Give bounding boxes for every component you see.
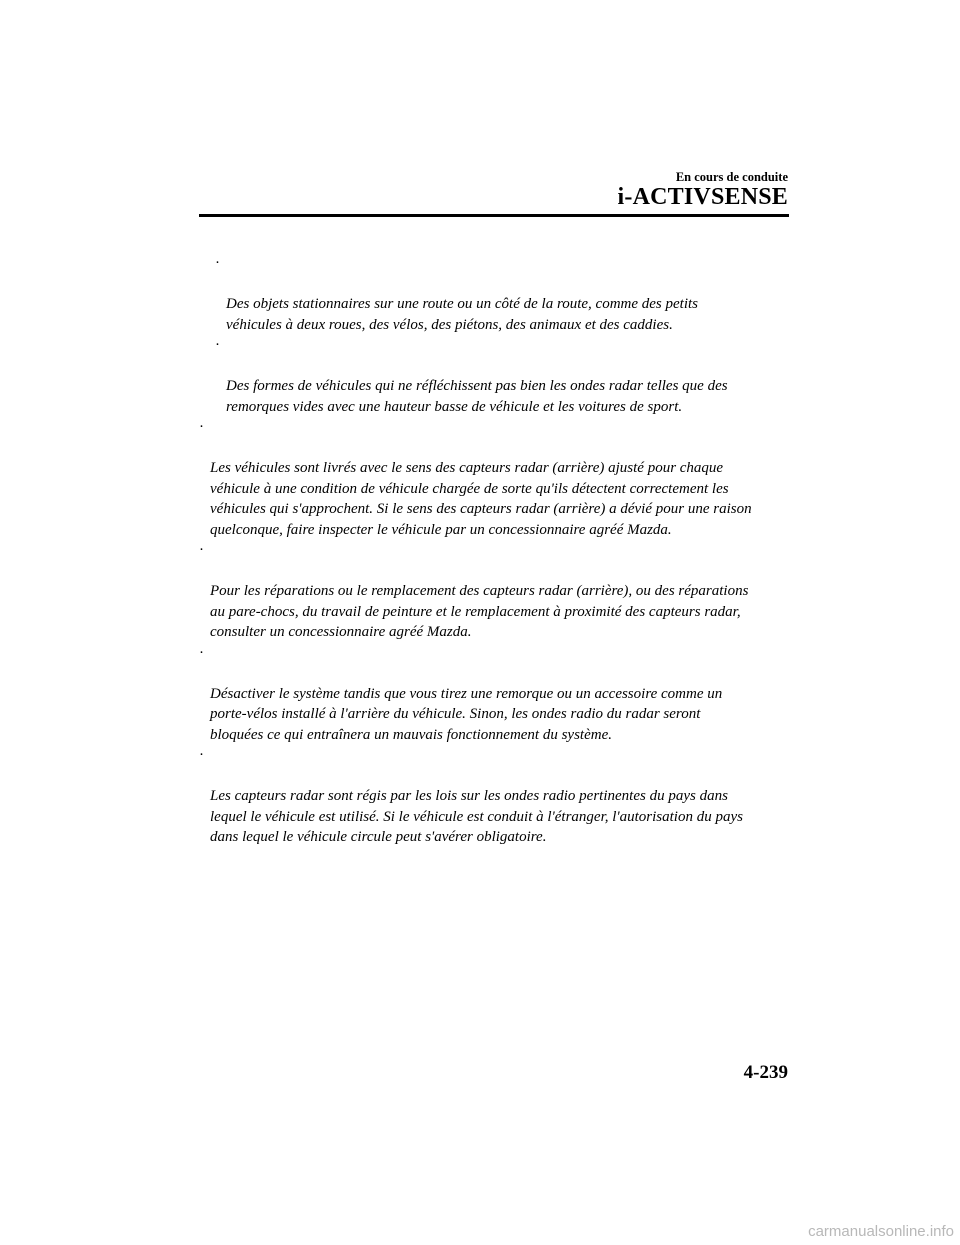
- chapter-title: i-ACTIVSENSE: [617, 184, 788, 210]
- header-divider: [199, 214, 789, 217]
- list-item-text: Pour les réparations ou le remplacement des capteurs radar (arrière), ou des réparations au pare-chocs, du travail de peinture et le remplacement à proximité des capteurs radar, consulter un concessionnaire agréé Mazda.: [210, 583, 749, 640]
- list-item: [198, 417, 798, 540]
- list-item: [214, 253, 798, 335]
- section-title: En cours de conduite: [675, 170, 788, 184]
- bullet-icon: ·: [199, 419, 204, 435]
- bullet-icon: ·: [215, 337, 220, 353]
- list-item: [214, 335, 798, 417]
- page-content: [198, 253, 798, 848]
- bullet-icon: ·: [199, 542, 204, 558]
- list-item-text: Désactiver le système tandis que vous tirez une remorque ou un accessoire comme un porte-vélos installé à l'arrière du véhicule. Sinon, les ondes radio du radar seront bloquées ce qui entraînera un mauvais fonctionnement du système.: [210, 685, 723, 743]
- list-item-text: Les capteurs radar sont régis par les lois sur les ondes radio pertinentes du pays dans lequel le véhicule est utilisé. Si le véhicule est conduit à l'étranger, l'autorisation du pays dans lequel le véhicule circule peut s'avérer obligatoire.: [210, 788, 743, 845]
- list-item: [198, 540, 798, 643]
- list-item: [198, 745, 798, 848]
- list-item-text: Les véhicules sont livrés avec le sens des capteurs radar (arrière) ajusté pour chaque véhicule à une condition de véhicule chargée de sorte qu'ils détectent correctement les véhicules qui s'approchent. Si le sens des capteurs radar (arrière) a dévié pour une raison quelconque, faire inspecter le véhicule par un concessionnaire agréé Mazda.: [210, 460, 752, 538]
- list-item: [198, 643, 798, 746]
- list-item-text: Des formes de véhicules qui ne réfléchissent pas bien les ondes radar telles que des remorques vides avec une hauteur basse de véhicule et les voitures de sport.: [226, 378, 728, 415]
- page-number: 4-239: [743, 1062, 788, 1083]
- bullet-icon: ·: [199, 644, 204, 661]
- list-item-text: Des objets stationnaires sur une route ou un côté de la route, comme des petits véhicules à deux roues, des vélos, des piétons, des animaux et des caddies.: [226, 296, 699, 333]
- watermark: carmanualsonline.info: [808, 1223, 954, 1240]
- bullet-icon: ·: [215, 255, 220, 271]
- bullet-icon: ·: [199, 747, 204, 763]
